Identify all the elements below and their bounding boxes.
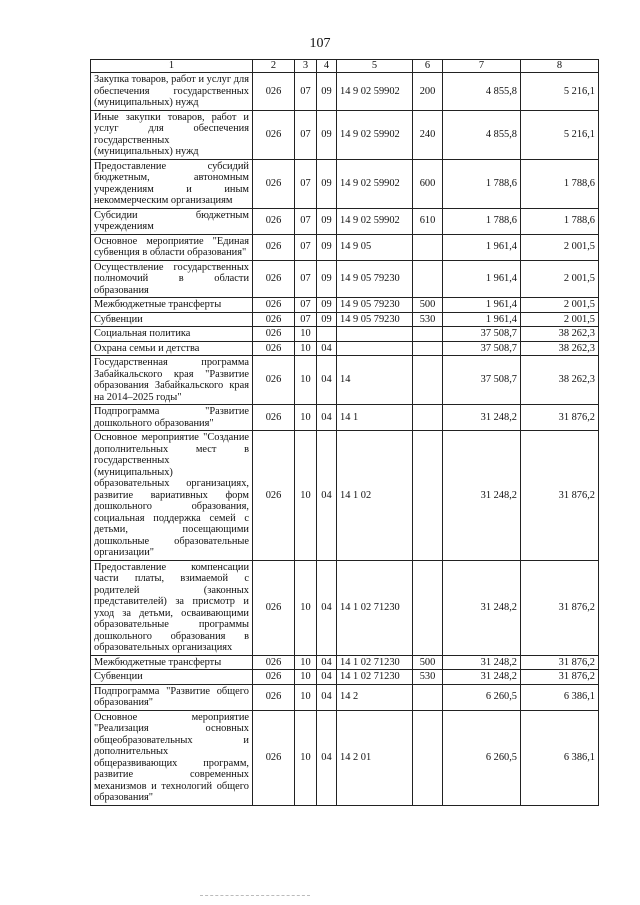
amount-year2-cell: 31 876,2: [521, 431, 599, 561]
table-row: [91, 560, 599, 655]
table-row: [91, 208, 599, 234]
amount-year2-cell: 5 216,1: [521, 110, 599, 159]
amount-year1-cell: 1 788,6: [443, 208, 521, 234]
expense-type-cell: [413, 356, 443, 405]
admin-code-cell: 026: [253, 110, 295, 159]
section-cell: 07: [295, 73, 317, 111]
admin-code-cell: 026: [253, 560, 295, 655]
amount-year1-cell: 31 248,2: [443, 431, 521, 561]
column-header: 5: [337, 60, 413, 73]
admin-code-cell: 026: [253, 431, 295, 561]
subsection-cell: 04: [317, 670, 337, 685]
expense-type-cell: [413, 327, 443, 342]
budget-table: [90, 59, 599, 806]
section-cell: 07: [295, 298, 317, 313]
admin-code-cell: 026: [253, 260, 295, 298]
expense-type-cell: [413, 431, 443, 561]
subsection-cell: 09: [317, 312, 337, 327]
row-name-cell: Предоставление компенсации части платы, взимаемой с родителей (законных представителей) за присмотр и уход за детьми, осваивающими образовательные программы дошкольного образования в образовательных организациях: [91, 560, 253, 655]
target-article-cell: [337, 341, 413, 356]
admin-code-cell: 026: [253, 159, 295, 208]
amount-year1-cell: 1 961,4: [443, 260, 521, 298]
subsection-cell: 04: [317, 710, 337, 805]
section-cell: 07: [295, 260, 317, 298]
amount-year2-cell: 2 001,5: [521, 298, 599, 313]
admin-code-cell: 026: [253, 670, 295, 685]
admin-code-cell: 026: [253, 298, 295, 313]
table-row: [91, 431, 599, 561]
expense-type-cell: [413, 684, 443, 710]
column-header: 2: [253, 60, 295, 73]
table-row: [91, 159, 599, 208]
table-row: [91, 684, 599, 710]
admin-code-cell: 026: [253, 356, 295, 405]
amount-year2-cell: 31 876,2: [521, 670, 599, 685]
section-cell: 10: [295, 431, 317, 561]
expense-type-cell: 610: [413, 208, 443, 234]
admin-code-cell: 026: [253, 655, 295, 670]
target-article-cell: 14 9 02 59902: [337, 73, 413, 111]
row-name-cell: Социальная политика: [91, 327, 253, 342]
section-cell: 07: [295, 312, 317, 327]
target-article-cell: 14 1 02 71230: [337, 655, 413, 670]
subsection-cell: 04: [317, 356, 337, 405]
amount-year1-cell: 37 508,7: [443, 341, 521, 356]
amount-year2-cell: 38 262,3: [521, 327, 599, 342]
target-article-cell: 14 1: [337, 405, 413, 431]
section-cell: 10: [295, 356, 317, 405]
admin-code-cell: 026: [253, 341, 295, 356]
column-header: 1: [91, 60, 253, 73]
column-header: 3: [295, 60, 317, 73]
amount-year2-cell: 38 262,3: [521, 356, 599, 405]
expense-type-cell: 600: [413, 159, 443, 208]
subsection-cell: 09: [317, 260, 337, 298]
row-name-cell: Подпрограмма "Развитие общего образования": [91, 684, 253, 710]
target-article-cell: 14 9 05 79230: [337, 260, 413, 298]
table-row: [91, 234, 599, 260]
amount-year2-cell: 1 788,6: [521, 159, 599, 208]
table-row: [91, 110, 599, 159]
table-row: [91, 670, 599, 685]
row-name-cell: Межбюджетные трансферты: [91, 655, 253, 670]
expense-type-cell: 530: [413, 670, 443, 685]
row-name-cell: Государственная программа Забайкальского края "Развитие образования Забайкальского края на 2014–2025 годы": [91, 356, 253, 405]
target-article-cell: 14 1 02 71230: [337, 560, 413, 655]
amount-year1-cell: 31 248,2: [443, 560, 521, 655]
target-article-cell: 14: [337, 356, 413, 405]
target-article-cell: 14 9 02 59902: [337, 110, 413, 159]
target-article-cell: 14 2 01: [337, 710, 413, 805]
column-header: 7: [443, 60, 521, 73]
expense-type-cell: [413, 234, 443, 260]
row-name-cell: Субвенции: [91, 670, 253, 685]
amount-year1-cell: 37 508,7: [443, 327, 521, 342]
amount-year1-cell: 1 788,6: [443, 159, 521, 208]
target-article-cell: 14 9 05 79230: [337, 298, 413, 313]
subsection-cell: 09: [317, 159, 337, 208]
row-name-cell: Осуществление государственных полномочий в области образования: [91, 260, 253, 298]
expense-type-cell: 200: [413, 73, 443, 111]
expense-type-cell: 500: [413, 655, 443, 670]
page-number: 107: [309, 36, 331, 51]
subsection-cell: 09: [317, 110, 337, 159]
target-article-cell: 14 9 05 79230: [337, 312, 413, 327]
admin-code-cell: 026: [253, 710, 295, 805]
row-name-cell: Подпрограмма "Развитие дошкольного образования": [91, 405, 253, 431]
section-cell: 10: [295, 405, 317, 431]
expense-type-cell: 500: [413, 298, 443, 313]
subsection-cell: 09: [317, 234, 337, 260]
target-article-cell: 14 1 02 71230: [337, 670, 413, 685]
table-row: [91, 260, 599, 298]
subsection-cell: 04: [317, 684, 337, 710]
amount-year1-cell: 1 961,4: [443, 312, 521, 327]
amount-year2-cell: 6 386,1: [521, 710, 599, 805]
column-header: 4: [317, 60, 337, 73]
row-name-cell: Предоставление субсидий бюджетным, автономным учреждениям и иным некоммерческим организациям: [91, 159, 253, 208]
admin-code-cell: 026: [253, 208, 295, 234]
amount-year2-cell: 6 386,1: [521, 684, 599, 710]
target-article-cell: [337, 327, 413, 342]
admin-code-cell: 026: [253, 312, 295, 327]
amount-year2-cell: 1 788,6: [521, 208, 599, 234]
amount-year1-cell: 6 260,5: [443, 684, 521, 710]
footer-mark: [200, 895, 310, 897]
amount-year1-cell: 6 260,5: [443, 710, 521, 805]
admin-code-cell: 026: [253, 327, 295, 342]
subsection-cell: 09: [317, 73, 337, 111]
section-cell: 07: [295, 208, 317, 234]
row-name-cell: Иные закупки товаров, работ и услуг для обеспечения государственных (муниципальных) нужд: [91, 110, 253, 159]
section-cell: 07: [295, 234, 317, 260]
table-row: [91, 73, 599, 111]
admin-code-cell: 026: [253, 684, 295, 710]
amount-year2-cell: 31 876,2: [521, 405, 599, 431]
table-row: [91, 356, 599, 405]
amount-year2-cell: 2 001,5: [521, 312, 599, 327]
target-article-cell: 14 2: [337, 684, 413, 710]
expense-type-cell: [413, 341, 443, 356]
amount-year1-cell: 31 248,2: [443, 405, 521, 431]
row-name-cell: Межбюджетные трансферты: [91, 298, 253, 313]
amount-year2-cell: 2 001,5: [521, 260, 599, 298]
subsection-cell: 04: [317, 560, 337, 655]
table-row: [91, 655, 599, 670]
section-cell: 10: [295, 560, 317, 655]
table-row: [91, 341, 599, 356]
section-cell: 10: [295, 327, 317, 342]
amount-year2-cell: 38 262,3: [521, 341, 599, 356]
section-cell: 10: [295, 670, 317, 685]
target-article-cell: 14 9 02 59902: [337, 208, 413, 234]
expense-type-cell: [413, 405, 443, 431]
subsection-cell: 04: [317, 341, 337, 356]
amount-year2-cell: 31 876,2: [521, 560, 599, 655]
column-header: 8: [521, 60, 599, 73]
amount-year1-cell: 1 961,4: [443, 234, 521, 260]
section-cell: 07: [295, 159, 317, 208]
subsection-cell: [317, 327, 337, 342]
expense-type-cell: [413, 260, 443, 298]
target-article-cell: 14 1 02: [337, 431, 413, 561]
column-header: 6: [413, 60, 443, 73]
amount-year1-cell: 37 508,7: [443, 356, 521, 405]
amount-year2-cell: 2 001,5: [521, 234, 599, 260]
amount-year1-cell: 4 855,8: [443, 110, 521, 159]
subsection-cell: 09: [317, 208, 337, 234]
section-cell: 10: [295, 341, 317, 356]
section-cell: 10: [295, 655, 317, 670]
subsection-cell: 04: [317, 431, 337, 561]
expense-type-cell: 240: [413, 110, 443, 159]
section-cell: 10: [295, 684, 317, 710]
table-row: [91, 298, 599, 313]
subsection-cell: 04: [317, 655, 337, 670]
target-article-cell: 14 9 05: [337, 234, 413, 260]
expense-type-cell: [413, 710, 443, 805]
section-cell: 07: [295, 110, 317, 159]
table-row: [91, 327, 599, 342]
row-name-cell: Основное мероприятие "Реализация основных общеобразовательных и дополнительных общеразвивающих программ, развитие современных механизмов и технологий общего образования": [91, 710, 253, 805]
subsection-cell: 04: [317, 405, 337, 431]
section-cell: 10: [295, 710, 317, 805]
table-row: [91, 710, 599, 805]
row-name-cell: Закупка товаров, работ и услуг для обеспечения государственных (муниципальных) нужд: [91, 73, 253, 111]
row-name-cell: Основное мероприятие "Создание дополнительных мест в государственных (муниципальных) образовательных организациях, развитие вариативных форм дошкольного образования, социальная поддержка семей с детьми, посещающими дошкольные образовательные организации": [91, 431, 253, 561]
amount-year1-cell: 4 855,8: [443, 73, 521, 111]
amount-year1-cell: 1 961,4: [443, 298, 521, 313]
amount-year2-cell: 5 216,1: [521, 73, 599, 111]
table-row: [91, 405, 599, 431]
admin-code-cell: 026: [253, 234, 295, 260]
admin-code-cell: 026: [253, 405, 295, 431]
row-name-cell: Основное мероприятие "Единая субвенция в области образования": [91, 234, 253, 260]
row-name-cell: Субвенции: [91, 312, 253, 327]
target-article-cell: 14 9 02 59902: [337, 159, 413, 208]
amount-year1-cell: 31 248,2: [443, 670, 521, 685]
admin-code-cell: 026: [253, 73, 295, 111]
row-name-cell: Охрана семьи и детства: [91, 341, 253, 356]
row-name-cell: Субсидии бюджетным учреждениям: [91, 208, 253, 234]
expense-type-cell: 530: [413, 312, 443, 327]
amount-year1-cell: 31 248,2: [443, 655, 521, 670]
subsection-cell: 09: [317, 298, 337, 313]
table-header-row: [91, 60, 599, 73]
table-row: [91, 312, 599, 327]
amount-year2-cell: 31 876,2: [521, 655, 599, 670]
expense-type-cell: [413, 560, 443, 655]
